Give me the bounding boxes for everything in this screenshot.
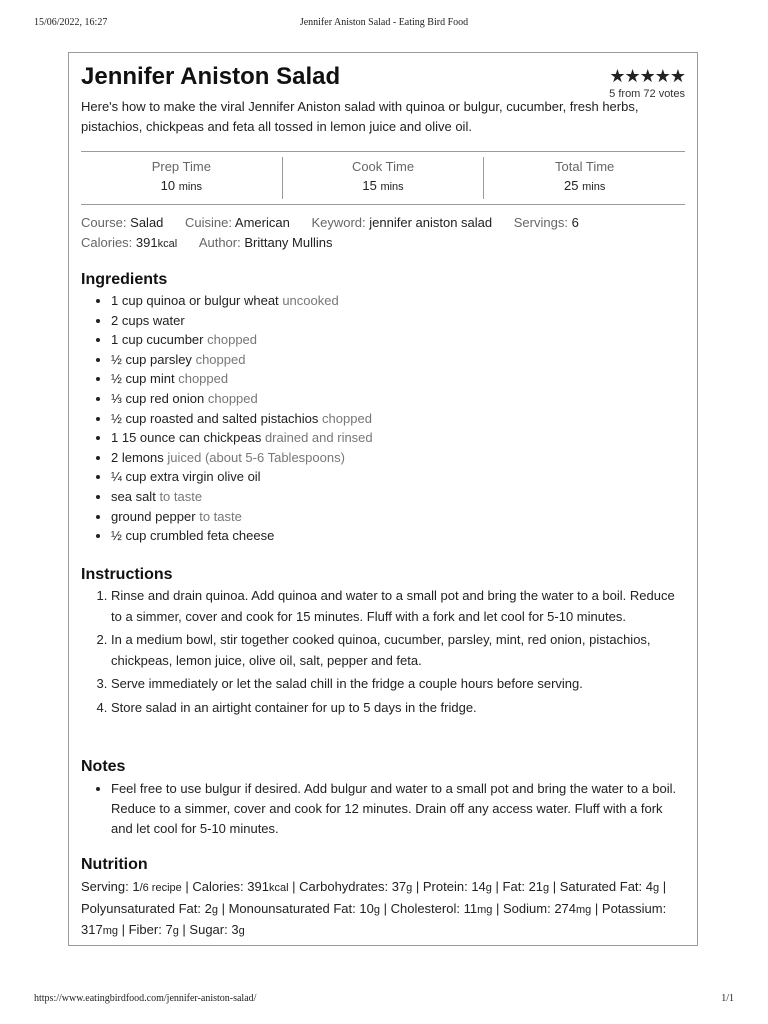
time-value [283,178,484,193]
nutrition-unit: mg [102,925,118,937]
print-footer [34,993,734,1004]
nutrition-item [391,901,493,916]
meta-course [81,213,163,233]
ingredient-item [111,389,373,409]
nutrition-label: Polyunsaturated Fat: [81,900,201,916]
ingredient-text: 2 lemons [111,449,164,465]
ingredient-text: ½ cup mint [111,371,175,387]
nutrition-value: 11 [463,900,478,916]
meta-servings [514,213,579,233]
nutrition-value: 1 [132,879,140,894]
print-page-number: 1/1 [721,993,734,1004]
instructions-heading: Instructions [81,566,173,583]
recipe-meta [81,213,685,254]
instructions-list [81,586,685,721]
ingredient-text: ¼ cup extra virgin olive oil [111,469,261,485]
ingredient-item [111,291,373,311]
nutrition-item [423,879,492,894]
nutrition-label: Protein: [422,879,468,894]
ingredient-text: ½ cup crumbled feta cheese [111,528,275,544]
ingredient-text: sea salt [111,488,156,504]
meta-label: Author: [198,235,241,250]
nutrition-label: Fat: [502,879,525,894]
meta-label: Servings: [513,215,568,230]
ingredient-note: chopped [322,410,372,426]
ingredient-note: chopped [207,332,258,348]
nutrition-label: Serving: [81,879,129,894]
time-unit: mins [582,181,606,193]
ingredient-item [111,526,373,546]
nutrition-value: 274 [554,900,577,916]
nutrition-value: 21 [528,879,544,894]
nutrition-unit: mg [576,903,592,916]
recipe-rating[interactable] [609,67,685,100]
nutrition-unit: g [172,925,179,937]
ingredient-note: uncooked [282,293,339,308]
nutrition-label: Cholesterol: [390,900,460,916]
meta-unit: kcal [157,238,178,250]
ingredient-item [111,507,373,527]
meta-label: Course: [81,215,127,230]
ingredient-item [111,448,373,468]
meta-value: American [234,215,290,230]
nutrition-unit: /6 recipe [139,882,182,894]
nutrition-value: 391 [247,879,269,894]
time-unit: mins [380,181,404,193]
time-label: Prep Time [151,159,211,174]
ingredient-item [111,428,373,448]
nutrition-item [189,922,244,937]
ingredient-text: ½ cup roasted and salted pistachios [111,410,319,426]
nutrition-unit: g [653,882,660,894]
notes-list [81,779,685,839]
ingredient-text: 1 cup quinoa or bulgur wheat [111,293,279,308]
nutrition-item [81,879,182,894]
notes-heading: Notes [81,758,126,775]
meta-author [199,233,333,253]
ingredient-note: chopped [195,351,246,367]
ingredient-item [111,487,373,507]
ingredient-text: 1 15 ounce can chickpeas [111,430,262,446]
nutrition-value: 2 [204,900,212,916]
instruction-step: 4. Store salad in an airtight container for up to 5 days in the fridge. [111,698,685,719]
nutrition-heading: Nutrition [81,856,148,873]
nutrition-label: Calories: [192,879,244,894]
time-value [484,178,685,193]
instruction-step: 2. In a medium bowl, stir together cooked quinoa, cucumber, parsley, mint, red onion, pistachios, chickpeas, lemon juice, olive oil, salt, pepper and feta. [111,630,685,671]
time-number: 25 [564,178,579,193]
nutrition-item [229,901,380,916]
meta-value: Brittany Mullins [244,235,333,250]
nutrition-unit: g [373,903,380,916]
nutrition-item [299,879,412,894]
ingredient-text: 2 cups water [111,312,185,328]
recipe-card [68,52,698,946]
recipe-summary: Here's how to make the viral Jennifer Aniston salad with quinoa or bulgur, cucumber, fresh herbs, pistachios, chickpeas and feta all tossed in lemon juice and olive oil. [81,99,639,134]
meta-value: 391 [135,235,158,250]
star-rating-icon[interactable]: ★★★★★ [609,66,685,86]
ingredient-text: ½ cup parsley [111,351,192,367]
meta-calories [81,233,177,254]
total-time [483,157,685,199]
ingredients-list [81,291,373,546]
meta-value: jennifer aniston salad [369,215,493,230]
ingredient-item [111,467,373,487]
ingredient-note: chopped [207,390,258,406]
ingredient-item [111,369,373,389]
meta-label: Cuisine: [185,215,232,230]
nutrition-unit: mg [477,903,493,916]
ingredient-note: chopped [178,371,229,387]
nutrition-label: Carbohydrates: [299,879,389,894]
meta-value: Salad [130,215,164,230]
print-url[interactable]: https://www.eatingbirdfood.com/jennifer-aniston-salad/ [34,993,257,1004]
nutrition-unit: g [485,882,492,894]
ingredient-text: ⅓ cup red onion [111,390,205,406]
time-number: 10 [160,178,176,193]
nutrition-value: 317 [81,922,103,937]
nutrition-unit: g [406,882,413,894]
ingredient-note: juiced (about 5-6 Tablespoons) [167,449,345,465]
nutrition-item [560,879,659,894]
time-unit: mins [178,181,202,193]
nutrition-value: 4 [645,879,654,894]
recipe-title: Jennifer Aniston Salad [81,63,341,90]
nutrition-label: Fiber: [128,922,162,937]
time-label: Cook Time [351,159,415,174]
ingredient-note: to taste [199,508,242,524]
recipe-times [81,151,685,205]
instruction-step: 3. Serve immediately or let the salad chill in the fridge a couple hours before serving. [111,674,685,695]
meta-value: 6 [571,215,579,230]
ingredient-note: drained and rinsed [264,430,373,446]
nutrition-label: Sugar: [189,922,228,937]
ingredient-text: 1 cup cucumber [111,332,204,348]
nutrition-value: 10 [359,900,374,916]
nutrition-label: Monounsaturated Fat: [228,900,356,916]
nutrition-label: Saturated Fat: [559,879,643,894]
nutrition-unit: kcal [269,882,289,894]
nutrition-label: Sodium: [502,900,551,916]
print-page-title: Jennifer Aniston Salad - Eating Bird Food [299,17,469,28]
nutrition-value: 7 [165,922,173,937]
nutrition-facts: Serving: 1/6 recipe | Calories: 391kcal | Carbohydrates: 37g | Protein: 14g | Fat: 21g | Saturated Fat: 4g | Polyunsaturated Fat: 2g | Monounsaturated Fat: 10g | Cholesterol: 11mg | Sodium: 274mg | Potassium: 317mg | Fiber: 7g | Sugar: 3g [81,879,667,937]
instruction-step: 1. Rinse and drain quinoa. Add quinoa and water to a small pot and bring the water to a boil. Reduce to a simmer, cover and cook for 15 minutes. Fluff with a fork and let cool for 5-10 minutes. [111,586,685,627]
nutrition-value: 3 [231,922,239,937]
nutrition-item [129,922,179,937]
print-datetime: 15/06/2022, 16:27 [34,17,108,28]
nutrition-unit: g [238,925,245,937]
nutrition-item [192,879,288,894]
ingredients-heading: Ingredients [81,271,168,288]
nutrition-item [503,879,550,894]
nutrition-unit: g [543,882,550,894]
nutrition-value: 37 [391,879,407,894]
time-value [81,178,282,193]
cook-time [282,157,484,199]
time-number: 15 [362,178,377,193]
meta-label: Calories: [81,235,133,250]
ingredient-note: to taste [159,488,203,504]
meta-label: Keyword: [311,215,366,230]
time-label: Total Time [555,159,615,174]
rating-votes: 5 from 72 votes [609,88,685,100]
nutrition-value: 14 [471,879,486,894]
nutrition-label: Potassium: [601,900,667,916]
ingredient-item [111,350,373,370]
prep-time [81,152,282,204]
meta-cuisine [185,213,290,233]
ingredient-item [111,330,373,350]
ingredient-item [111,409,373,429]
nutrition-item [81,901,218,916]
meta-keyword [311,213,492,233]
nutrition-unit: g [211,903,218,916]
note-item: • Feel free to use bulgur if desired. Add bulgur and water to a small pot and bring the water to a boil. Reduce to a simmer, cover and cook for 12 minutes. Drain off any access water. Fluff with a fork and let cool for 5-10 minutes. [111,779,685,839]
ingredient-text: ground pepper [111,508,196,524]
ingredient-item [111,311,373,331]
nutrition-item [503,901,591,916]
